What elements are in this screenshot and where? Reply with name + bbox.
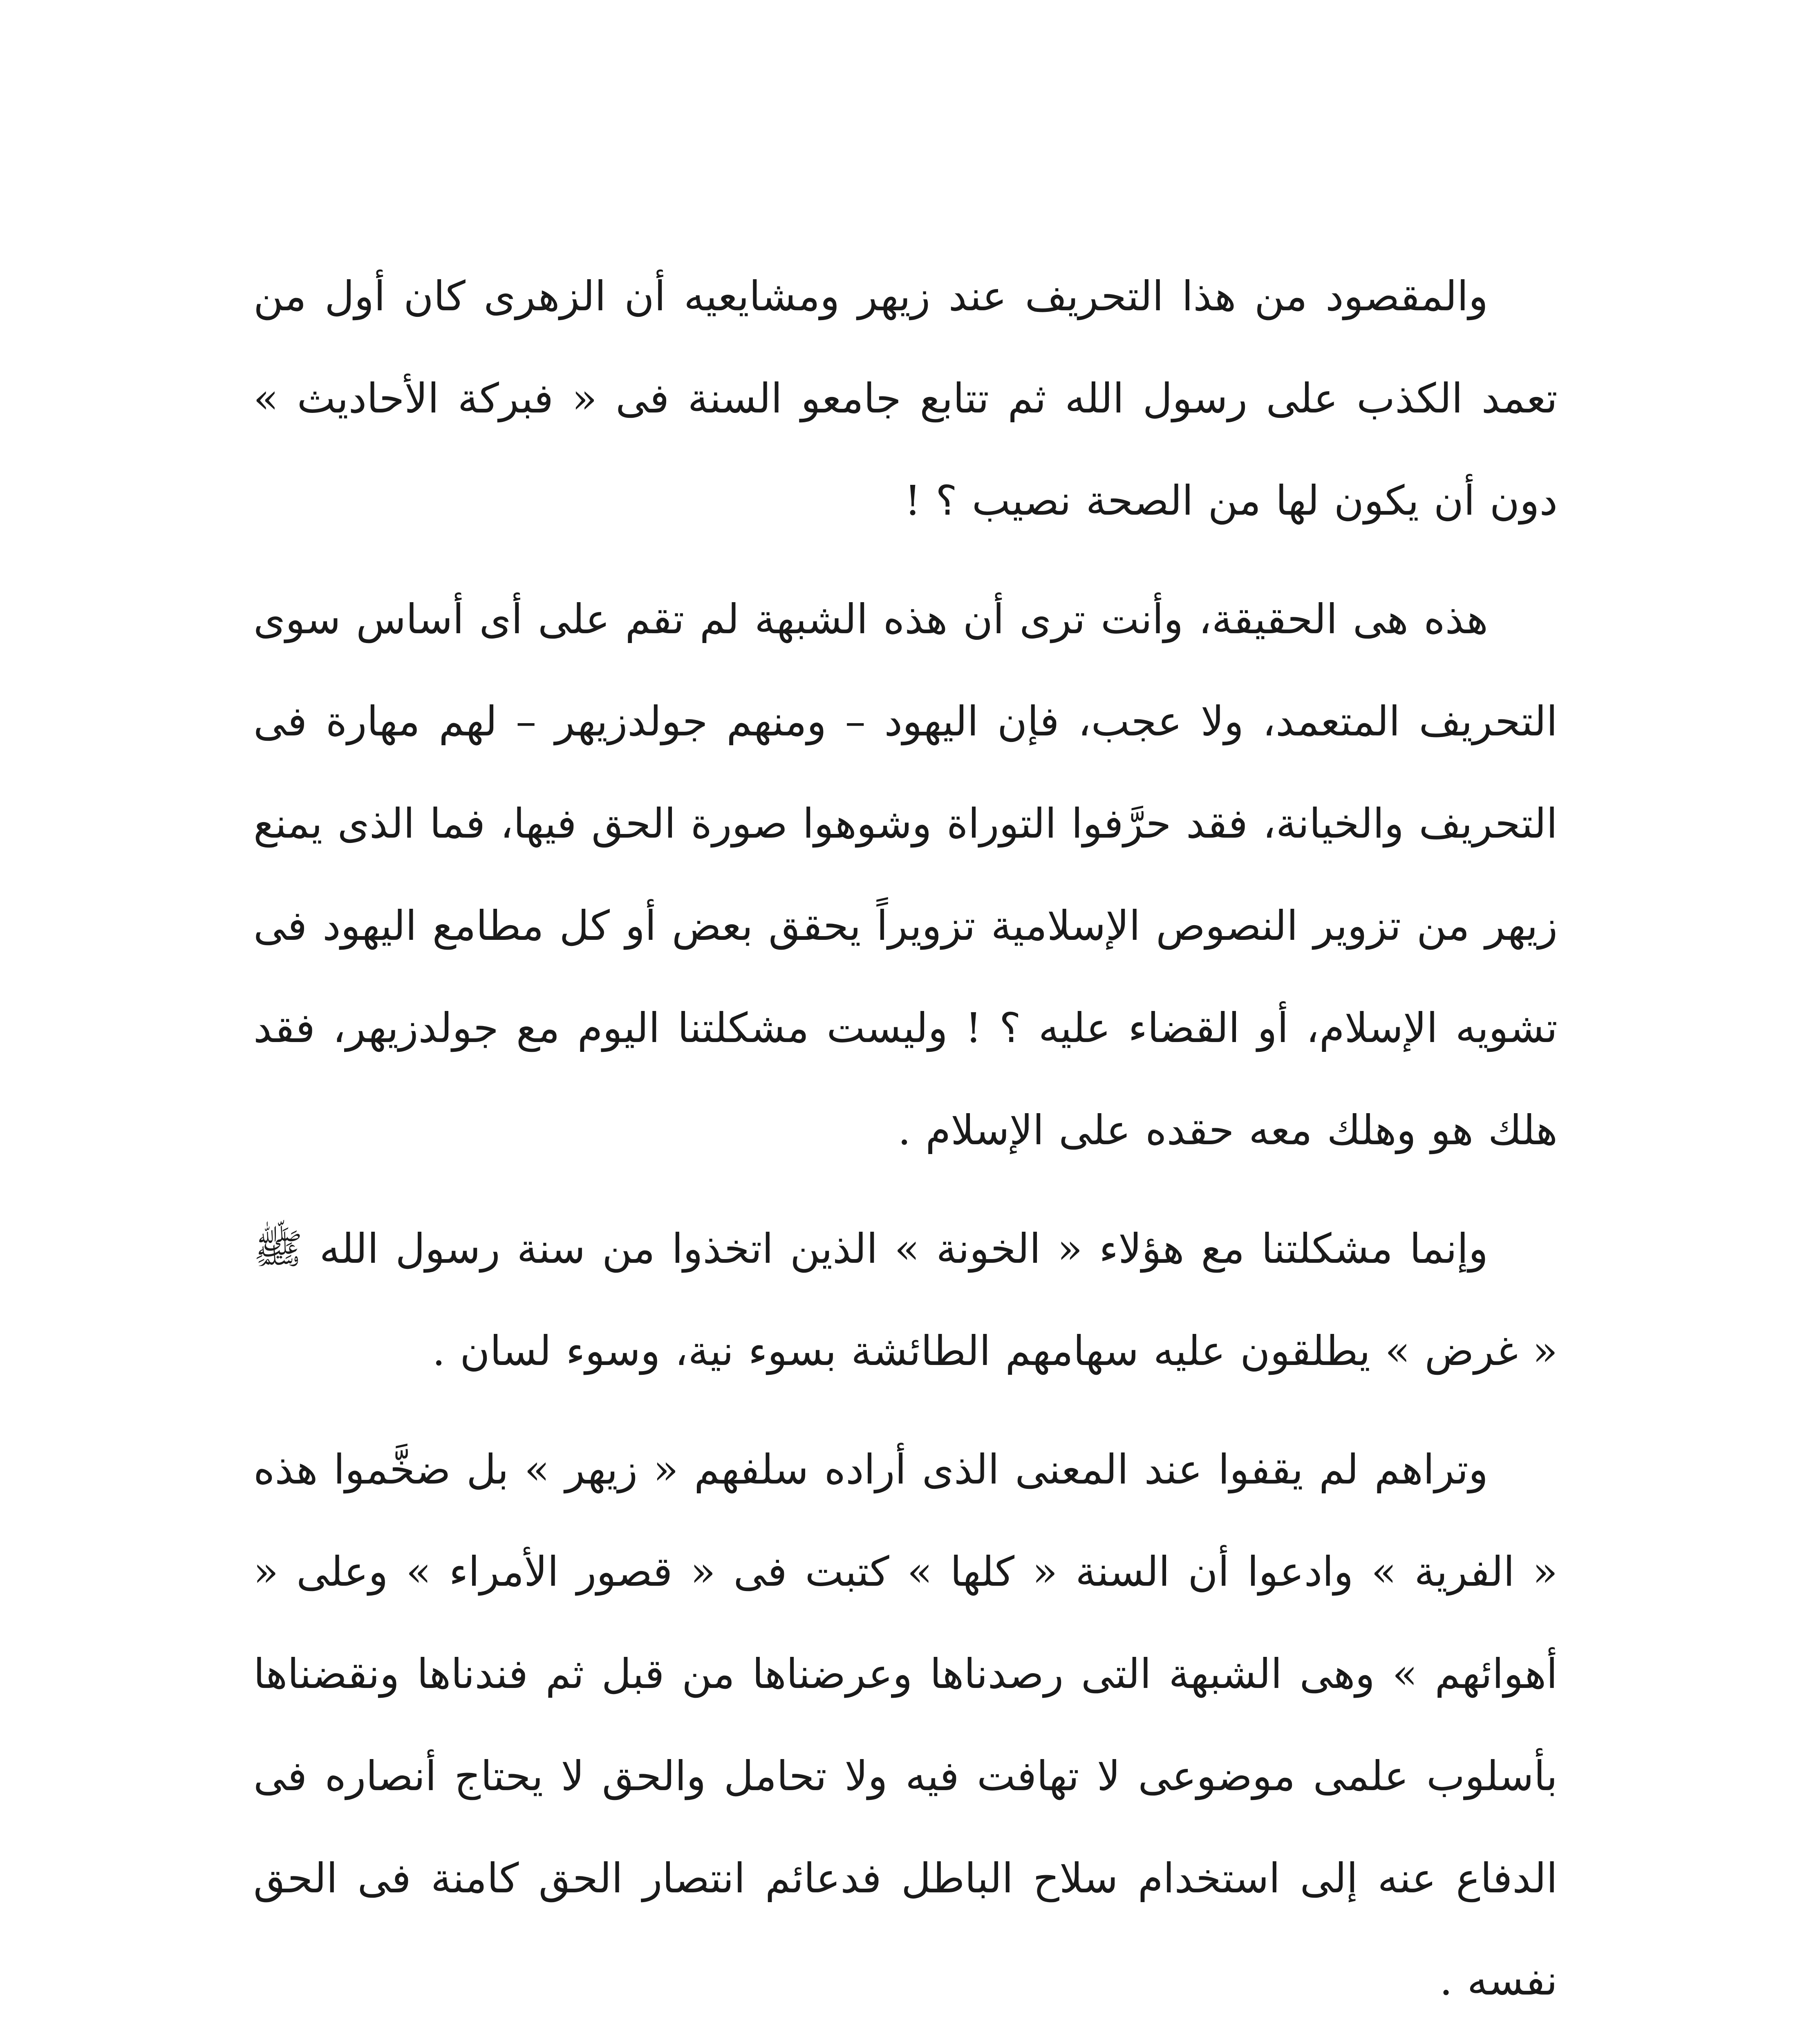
paragraph-4: وتراهم لم يقفوا عند المعنى الذى أراده سلفهم « زيهر » بل ضخَّموا هذه « الفرية » وادعوا أن السنة « كلها » كتبت فى « قصور الأمراء » وعلى « أهوائهم » وهى الشبهة التى رصدناها وعرضناها من قبل ثم فندناها ونقضناها بأسلوب علمى موضوعى لا تهافت فيه ولا تحامل والحق لا يحتاج أنصاره فى الدفاع عنه إلى استخدام سلاح الباطل فدعائم انتصار الحق كامنة فى الحق نفسه . — [253, 1446, 1558, 2004]
paragraph-3: وإنما مشكلتنا مع هؤلاء « الخونة » الذين اتخذوا من سنة رسول الله ﷺ « غرض » يطلقون عليه سهامهم الطائشة بسوء نية، وسوء لسان . — [253, 1225, 1558, 1375]
body-text — [253, 245, 1558, 2044]
paragraph-1: والمقصود من هذا التحريف عند زيهر ومشايعيه أن الزهرى كان أول من تعمد الكذب على رسول الله ثم تتابع جامعو السنة فى « فبركة الأحاديث » دون أن يكون لها من الصحة نصيب ؟ ! — [253, 272, 1558, 524]
paragraph-2: هذه هى الحقيقة، وأنت ترى أن هذه الشبهة لم تقم على أى أساس سوى التحريف المتعمد، ولا عجب، فإن اليهود – ومنهم جولدزيهر – لهم مهارة فى التحريف والخيانة، فقد حرَّفوا التوراة وشوهوا صورة الحق فيها، فما الذى يمنع زيهر من تزوير النصوص الإسلامية تزويراً يحقق بعض أو كل مطامع اليهود فى تشويه الإسلام، أو القضاء عليه ؟ ! وليست مشكلتنا اليوم مع جولدزيهر، فقد هلك هو وهلك معه حقده على الإسلام . — [253, 595, 1558, 1154]
